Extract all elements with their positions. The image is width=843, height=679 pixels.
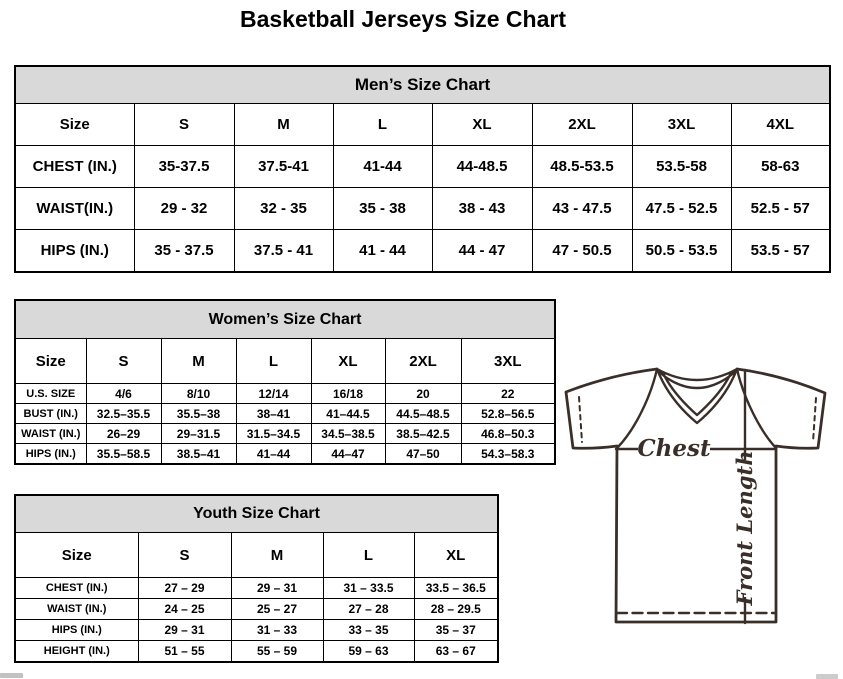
- size-value-cell: 38.5–41: [161, 444, 236, 465]
- size-value-cell: 35.5–58.5: [86, 444, 161, 465]
- size-value-cell: 37.5-41: [234, 146, 333, 188]
- table-row: [15, 404, 555, 424]
- size-value-cell: 29 - 32: [134, 188, 234, 230]
- mens-size-chart-table: [14, 65, 831, 273]
- size-column-header: 2XL: [532, 104, 632, 146]
- page-title: Basketball Jerseys Size Chart: [239, 6, 566, 32]
- size-value-cell: 53.5 - 57: [731, 230, 830, 273]
- size-value-cell: 35 - 38: [333, 188, 432, 230]
- size-value-cell: 26–29: [86, 424, 161, 444]
- size-value-cell: 47 - 50.5: [532, 230, 632, 273]
- size-value-cell: 41–44: [236, 444, 311, 465]
- table-row: [15, 230, 830, 273]
- size-value-cell: 41 - 44: [333, 230, 432, 273]
- size-value-cell: 38.5–42.5: [385, 424, 461, 444]
- size-column-header: S: [134, 104, 234, 146]
- table-row: [15, 188, 830, 230]
- size-value-cell: 44–47: [311, 444, 385, 465]
- size-value-cell: 28 – 29.5: [414, 599, 498, 620]
- jersey-measurement-diagram: [555, 360, 843, 679]
- size-value-cell: 32 - 35: [234, 188, 333, 230]
- size-column-header: L: [333, 104, 432, 146]
- size-value-cell: 44.5–48.5: [385, 404, 461, 424]
- size-column-header: XL: [432, 104, 532, 146]
- row-label: CHEST (IN.): [15, 146, 134, 188]
- size-value-cell: 41-44: [333, 146, 432, 188]
- size-value-cell: 44-48.5: [432, 146, 532, 188]
- row-label: HIPS (IN.): [15, 620, 138, 641]
- size-value-cell: 29 – 31: [138, 620, 231, 641]
- size-value-cell: 20: [385, 384, 461, 404]
- women-table-title: Women’s Size Chart: [15, 300, 555, 339]
- size-value-cell: 41–44.5: [311, 404, 385, 424]
- row-label: WAIST (IN.): [15, 599, 138, 620]
- size-value-cell: 29–31.5: [161, 424, 236, 444]
- size-column-header: 3XL: [632, 104, 731, 146]
- size-value-cell: 29 – 31: [231, 578, 323, 599]
- row-label: CHEST (IN.): [15, 578, 138, 599]
- size-value-cell: 31 – 33: [231, 620, 323, 641]
- row-label: WAIST (IN.): [15, 424, 86, 444]
- size-column-header: Size: [15, 104, 134, 146]
- youth-table-title: Youth Size Chart: [15, 495, 498, 533]
- size-column-header: M: [231, 533, 323, 578]
- size-value-cell: 52.8–56.5: [461, 404, 555, 424]
- size-value-cell: 44 - 47: [432, 230, 532, 273]
- size-value-cell: 12/14: [236, 384, 311, 404]
- size-value-cell: 34.5–38.5: [311, 424, 385, 444]
- row-label: HEIGHT (IN.): [15, 641, 138, 663]
- size-column-header: S: [138, 533, 231, 578]
- row-label: HIPS (IN.): [15, 230, 134, 273]
- size-value-cell: 63 – 67: [414, 641, 498, 663]
- size-value-cell: 25 – 27: [231, 599, 323, 620]
- jersey-collar: [657, 369, 737, 423]
- size-column-header: M: [161, 339, 236, 384]
- size-value-cell: 33 – 35: [323, 620, 414, 641]
- size-value-cell: 22: [461, 384, 555, 404]
- size-value-cell: 55 – 59: [231, 641, 323, 663]
- size-column-header: M: [234, 104, 333, 146]
- table-row: [15, 599, 498, 620]
- horizontal-scrollbar-thumb-left[interactable]: [0, 673, 23, 678]
- size-value-cell: 35 – 37: [414, 620, 498, 641]
- size-value-cell: 31.5–34.5: [236, 424, 311, 444]
- size-value-cell: 16/18: [311, 384, 385, 404]
- table-row: [15, 424, 555, 444]
- size-value-cell: 54.3–58.3: [461, 444, 555, 465]
- horizontal-scrollbar-thumb-right[interactable]: [816, 674, 838, 679]
- size-value-cell: 43 - 47.5: [532, 188, 632, 230]
- size-value-cell: 46.8–50.3: [461, 424, 555, 444]
- size-column-header: Size: [15, 339, 86, 384]
- jersey-diagram-svg: [555, 360, 843, 679]
- size-value-cell: 35-37.5: [134, 146, 234, 188]
- front-length-label: Front Length: [732, 450, 757, 606]
- size-value-cell: 51 – 55: [138, 641, 231, 663]
- table-row: [15, 146, 830, 188]
- size-value-cell: 38–41: [236, 404, 311, 424]
- row-label: U.S. SIZE: [15, 384, 86, 404]
- jersey-outline: [566, 369, 825, 622]
- womens-size-chart-table: [14, 299, 556, 465]
- size-value-cell: 47.5 - 52.5: [632, 188, 731, 230]
- size-value-cell: 35 - 37.5: [134, 230, 234, 273]
- size-value-cell: 48.5-53.5: [532, 146, 632, 188]
- chest-label: Chest: [637, 435, 711, 462]
- youth-size-chart-table: [14, 494, 499, 663]
- size-value-cell: 47–50: [385, 444, 461, 465]
- size-column-header: 4XL: [731, 104, 830, 146]
- men-table-title: Men’s Size Chart: [15, 66, 830, 104]
- size-value-cell: 58-63: [731, 146, 830, 188]
- size-column-header: XL: [414, 533, 498, 578]
- table-row: [15, 641, 498, 663]
- size-value-cell: 33.5 – 36.5: [414, 578, 498, 599]
- row-label: HIPS (IN.): [15, 444, 86, 465]
- size-value-cell: 59 – 63: [323, 641, 414, 663]
- size-value-cell: 35.5–38: [161, 404, 236, 424]
- size-value-cell: 38 - 43: [432, 188, 532, 230]
- size-value-cell: 24 – 25: [138, 599, 231, 620]
- size-value-cell: 37.5 - 41: [234, 230, 333, 273]
- size-value-cell: 8/10: [161, 384, 236, 404]
- size-column-header: S: [86, 339, 161, 384]
- table-row: [15, 444, 555, 465]
- size-column-header: 3XL: [461, 339, 555, 384]
- size-value-cell: 53.5-58: [632, 146, 731, 188]
- row-label: BUST (IN.): [15, 404, 86, 424]
- size-column-header: L: [236, 339, 311, 384]
- size-column-header: L: [323, 533, 414, 578]
- size-value-cell: 27 – 28: [323, 599, 414, 620]
- size-value-cell: 4/6: [86, 384, 161, 404]
- size-value-cell: 52.5 - 57: [731, 188, 830, 230]
- size-column-header: 2XL: [385, 339, 461, 384]
- table-row: [15, 384, 555, 404]
- size-value-cell: 27 – 29: [138, 578, 231, 599]
- row-label: WAIST(IN.): [15, 188, 134, 230]
- table-row: [15, 620, 498, 641]
- size-value-cell: 31 – 33.5: [323, 578, 414, 599]
- size-column-header: XL: [311, 339, 385, 384]
- size-column-header: Size: [15, 533, 138, 578]
- size-value-cell: 50.5 - 53.5: [632, 230, 731, 273]
- table-row: [15, 578, 498, 599]
- size-value-cell: 32.5–35.5: [86, 404, 161, 424]
